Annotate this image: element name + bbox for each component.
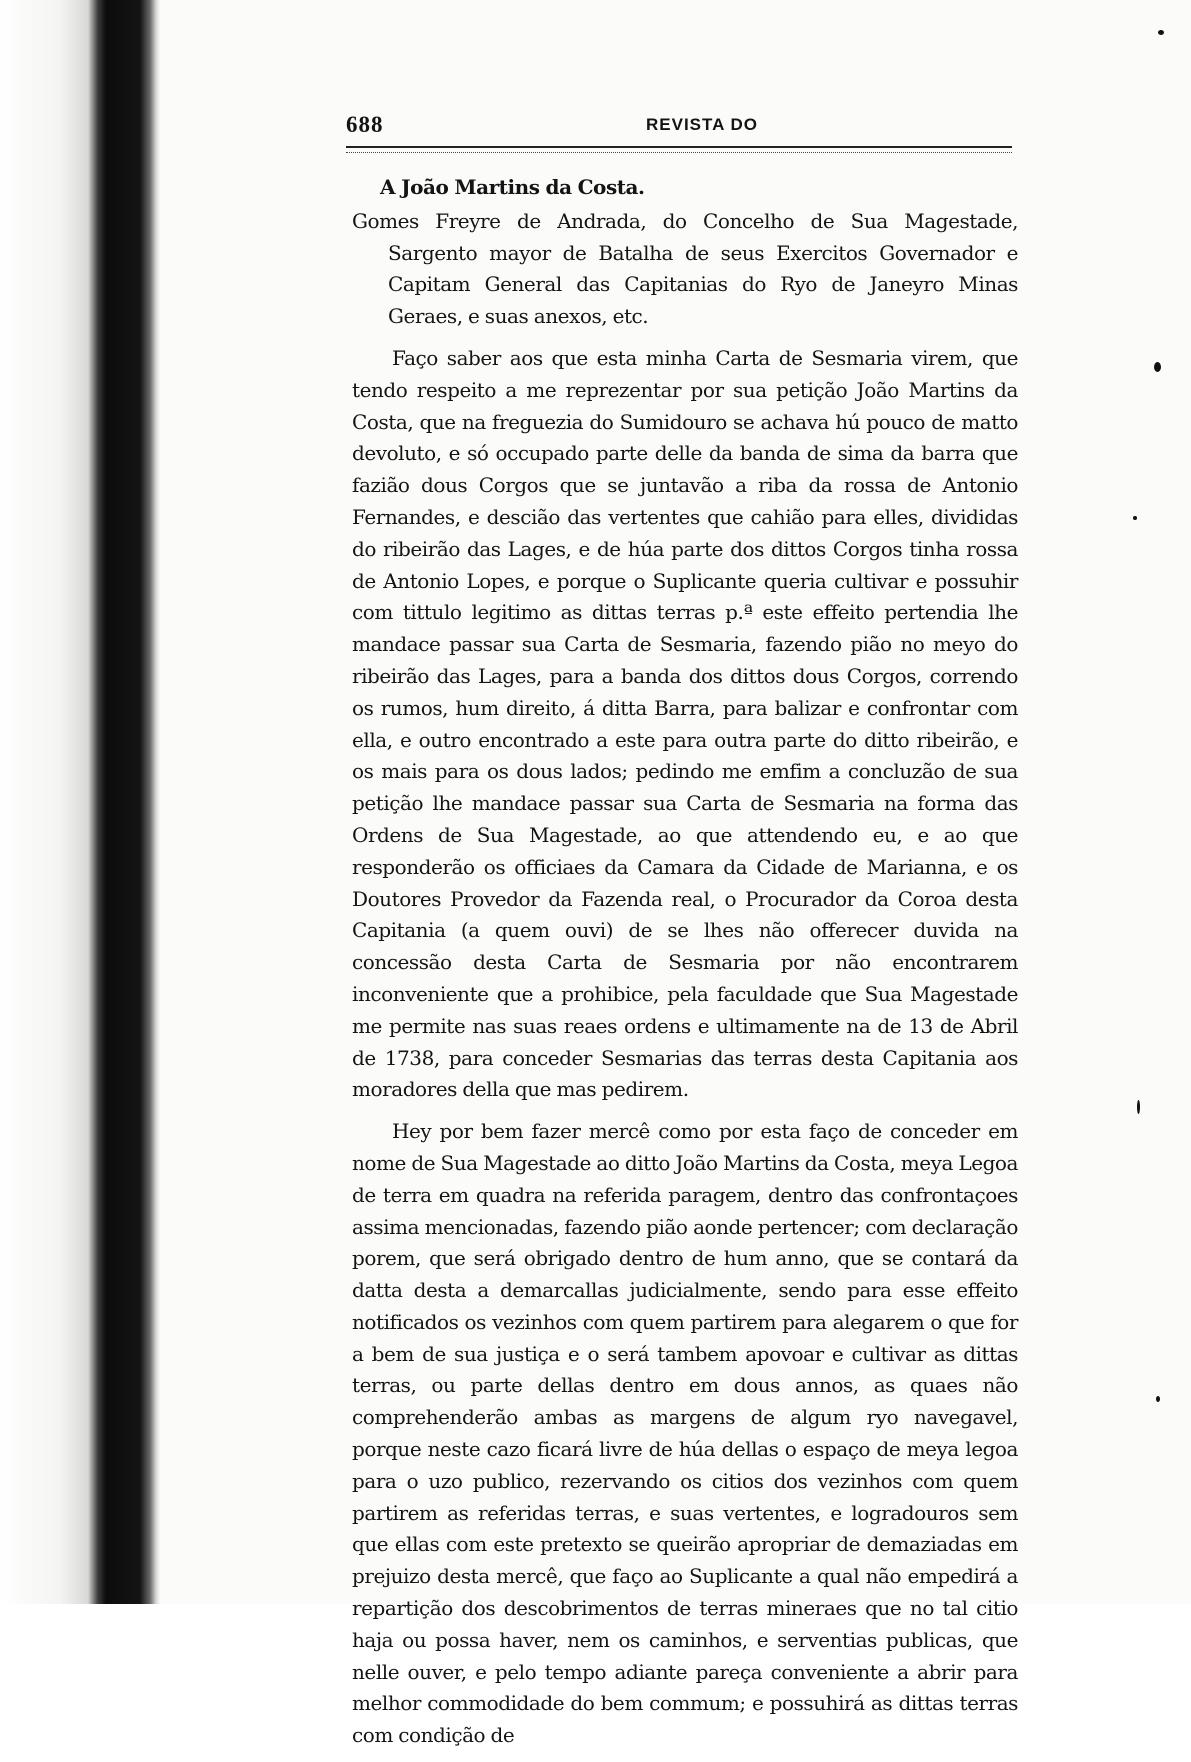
scan-speck — [1133, 516, 1137, 520]
grantor-title: Gomes Freyre de Andrada, do Concelho de Sua Magestade, Sargento mayor de Batalha de seus Exercitos Governador e Capitam General das Capitanias do Ryo de Janeyro Minas Geraes, e suas anexos, etc. — [352, 208, 1018, 329]
journal-title: REVISTA DO — [646, 115, 759, 134]
scan-speck — [1137, 1100, 1140, 1114]
body-text — [352, 172, 1018, 1762]
addressee-line: A João Martins da Costa. — [380, 175, 645, 199]
page-number: 688 — [346, 112, 384, 137]
running-head — [346, 112, 1012, 142]
scan-speck — [1154, 362, 1161, 372]
book-binding-edge — [0, 0, 160, 1604]
scan-speck — [1158, 30, 1164, 35]
header-rule — [346, 146, 1012, 153]
scan-speck — [1156, 1396, 1160, 1402]
paragraph: Hey por bem fazer mercê como por esta faço de conceder em nome de Sua Magestade ao ditto João Martins da Costa, meya Legoa de terra em quadra na referida paragem, dentro das confrontaçoes assima mencionadas, fazendo pião aonde pertencer; com declaração porem, que será obrigado dentro de hum anno, que se contará da datta desta a demarcallas judicialmente, sendo para esse effeito notificados os vezinhos com quem partirem para alegarem o que for a bem de sua justiça e o será tambem apovoar e cultivar as dittas terras, ou parte dellas dentro em dous annos, as quaes não comprehenderão ambas as margens de algum ryo navegavel, porque neste cazo ficará livre de húa dellas o espaço de meya legoa para o uzo publico, rezervando os citios dos vezinhos com quem partirem as referidas terras, e suas vertentes, e logradouros sem que ellas com este pretexto se queirão apropriar de demaziadas em prejuizo desta mercê, que faço ao Suplicante a qual não empedirá a repartição dos descobrimentos de terras mineraes que no tal citio haja ou possa haver, nem os caminhos, e serventias publicas, que nelle ouver, e pelo tempo adiante pareça conveniente a abrir para melhor commodidade do bem commum; e possuhirá as dittas terras com condição de — [352, 1119, 1018, 1748]
paragraph: Faço saber aos que esta minha Carta de Sesmaria virem, que tendo respeito a me reprezentar por sua petição João Martins da Costa, que na freguezia do Sumidouro se achava hú pouco de matto devoluto, e só occupado parte delle da banda de sima da barra que fazião dous Corgos que se juntavão a riba da rossa de Antonio Fernandes, e descião das vertentes que cahião para elles, divididas do ribeirão das Lages, e de húa parte dos dittos Corgos tinha rossa de Antonio Lopes, e porque o Suplicante queria cultivar e possuhir com tittulo legitimo as dittas terras p.ª este effeito pertendia lhe mandace passar sua Carta de Sesmaria, fazendo pião no meyo do ribeirão das Lages, para a banda dos dittos dous Corgos, correndo os rumos, hum direito, á ditta Barra, para balizar e confrontar com ella, e outro encontrado a este para outra parte do ditto ribeirão, e os mais para os dous lados; pedindo me emfim a concluzão de sua petição lhe mandace passar sua Carta de Sesmaria na forma das Ordens de Sua Magestade, ao que attendendo eu, e ao que responderão os officiaes da Camara da Cidade de Marianna, e os Doutores Provedor da Fazenda real, o Procurador da Coroa desta Capitania (a quem ouvi) de se lhes não offerecer duvida na concessão desta Carta de Sesmaria por não encontrarem inconveniente que a prohibice, pela faculdade que Sua Magestade me permite nas suas reaes ordens e ultimamente na de 13 de Abril de 1738, para conceder Sesmarias das terras desta Capitania aos moradores della que mas pedirem. — [352, 345, 1018, 1102]
